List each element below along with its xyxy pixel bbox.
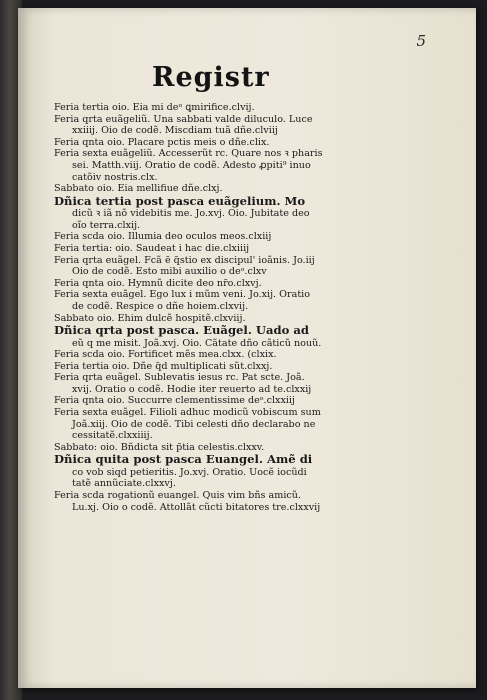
text-line: Oio de codẽ. Esto mibi auxilio o deᵒ.clxv [72, 266, 267, 278]
text-line: dicũ ꝛ iã nõ videbitis me. Jo.xvj. Oio. Jubitate deo [72, 208, 310, 220]
text-line: Lu.xj. Oio o codẽ. Attollãt cũcti bitatores tre.clxxvij [72, 501, 321, 513]
text-line: Feria scda oio. Illumia deo oculos meos.clxiij [54, 231, 272, 243]
text-line: sei. Matth.viij. Oratio de codẽ. Adesto ꝓpiti⁹ inuo [72, 159, 311, 171]
text-line: tatẽ annũciate.clxxvj. [72, 478, 176, 490]
text-line: xvij. Oratio o codẽ. Hodie iter reuerto ad te.clxxij [72, 383, 312, 395]
text-line: cessitatẽ.clxxiiij. [72, 430, 153, 442]
text-line: Sabbato: oio. Bñdicta sit p̃tia celestis.clxxv. [54, 441, 265, 453]
register-text [54, 102, 394, 513]
text-line: Dñica tertia post pasca euãgelium. Mo [54, 194, 306, 208]
text-line: xxiiij. Oio de codẽ. Miscdiam tuã dñe.clviij [72, 125, 278, 137]
text-line: Feria tertia oio. Eia mi deᵒ ꝗmirifice.clvij. [54, 102, 255, 113]
register-heading: Registr [152, 62, 270, 93]
text-line: Feria qnta oio. Placare pctis meis o dñe.clix. [54, 136, 270, 148]
folio-number: 5 [416, 32, 426, 50]
text-line: Dñica quita post pasca Euangel. Amẽ di [54, 453, 313, 467]
text-line: Feria qrta euãgel. Sublevatis iesus rc. Pat scte. Joã. [54, 372, 305, 384]
text-line: Feria scda oio. Fortificet mẽs mea.clxx. (clxix. [54, 349, 277, 361]
text-line: Feria qrta euãgeliũ. Una sabbati valde diluculo. Luce [54, 113, 313, 125]
text-line: oĩo terra.clxij. [72, 219, 141, 231]
text-line: Dñica qrta post pasca. Euãgel. Uado ad [54, 324, 310, 338]
text-line: Feria sexta euãgeliũ. Accesserũt rc. Quare nos ꝛ pharis [54, 148, 323, 160]
text-line: Feria qrta euãgel. Fcã ē q̃stio ex discipul' ioãnis. Jo.iij [54, 254, 315, 266]
text-line: Feria tertia: oio. Saudeat i hac die.clxiiij [54, 242, 250, 254]
text-line: Joã.xiij. Oio de codẽ. Tibi celesti dño declarabo ne [72, 418, 316, 430]
text-line: co vob siqd petieritis. Jo.xvj. Oratio. Uocẽ iocũdi [72, 466, 307, 478]
book-page [18, 8, 476, 688]
text-line: Sabbato oio. Ehim dulcẽ hospitẽ.clxviij. [54, 312, 246, 324]
text-line: Feria tertia oio. Dñe q̃d multiplicati sũt.clxxj. [54, 360, 273, 372]
text-line: Sabbato oio. Eia mellifiue dñe.clxj. [54, 183, 223, 195]
text-line: Feria sexta euãgel. Ego lux i mũm veni. Jo.xij. Oratio [54, 289, 311, 301]
text-line: Feria scda rogationũ euangel. Quis vim bñs amicũ. [54, 490, 302, 502]
text-line: de codẽ. Respice o dñe hoiem.clxvij. [72, 300, 249, 312]
text-line: Feria sexta euãgel. Filioli adhuc modicũ vobiscum sum [54, 407, 321, 419]
text-line: Feria qnta oio. Succurre clementissime deᵒ.clxxiij [54, 395, 295, 407]
text-line: catõiv nostris.clx. [72, 171, 158, 183]
text-line: eũ q me misit. Joã.xvj. Oio. Cãtate dño cãticũ nouũ. [72, 337, 322, 349]
text-line: Feria qnta oio. Hymnũ dicite deo nr̃o.clxvj. [54, 277, 262, 289]
